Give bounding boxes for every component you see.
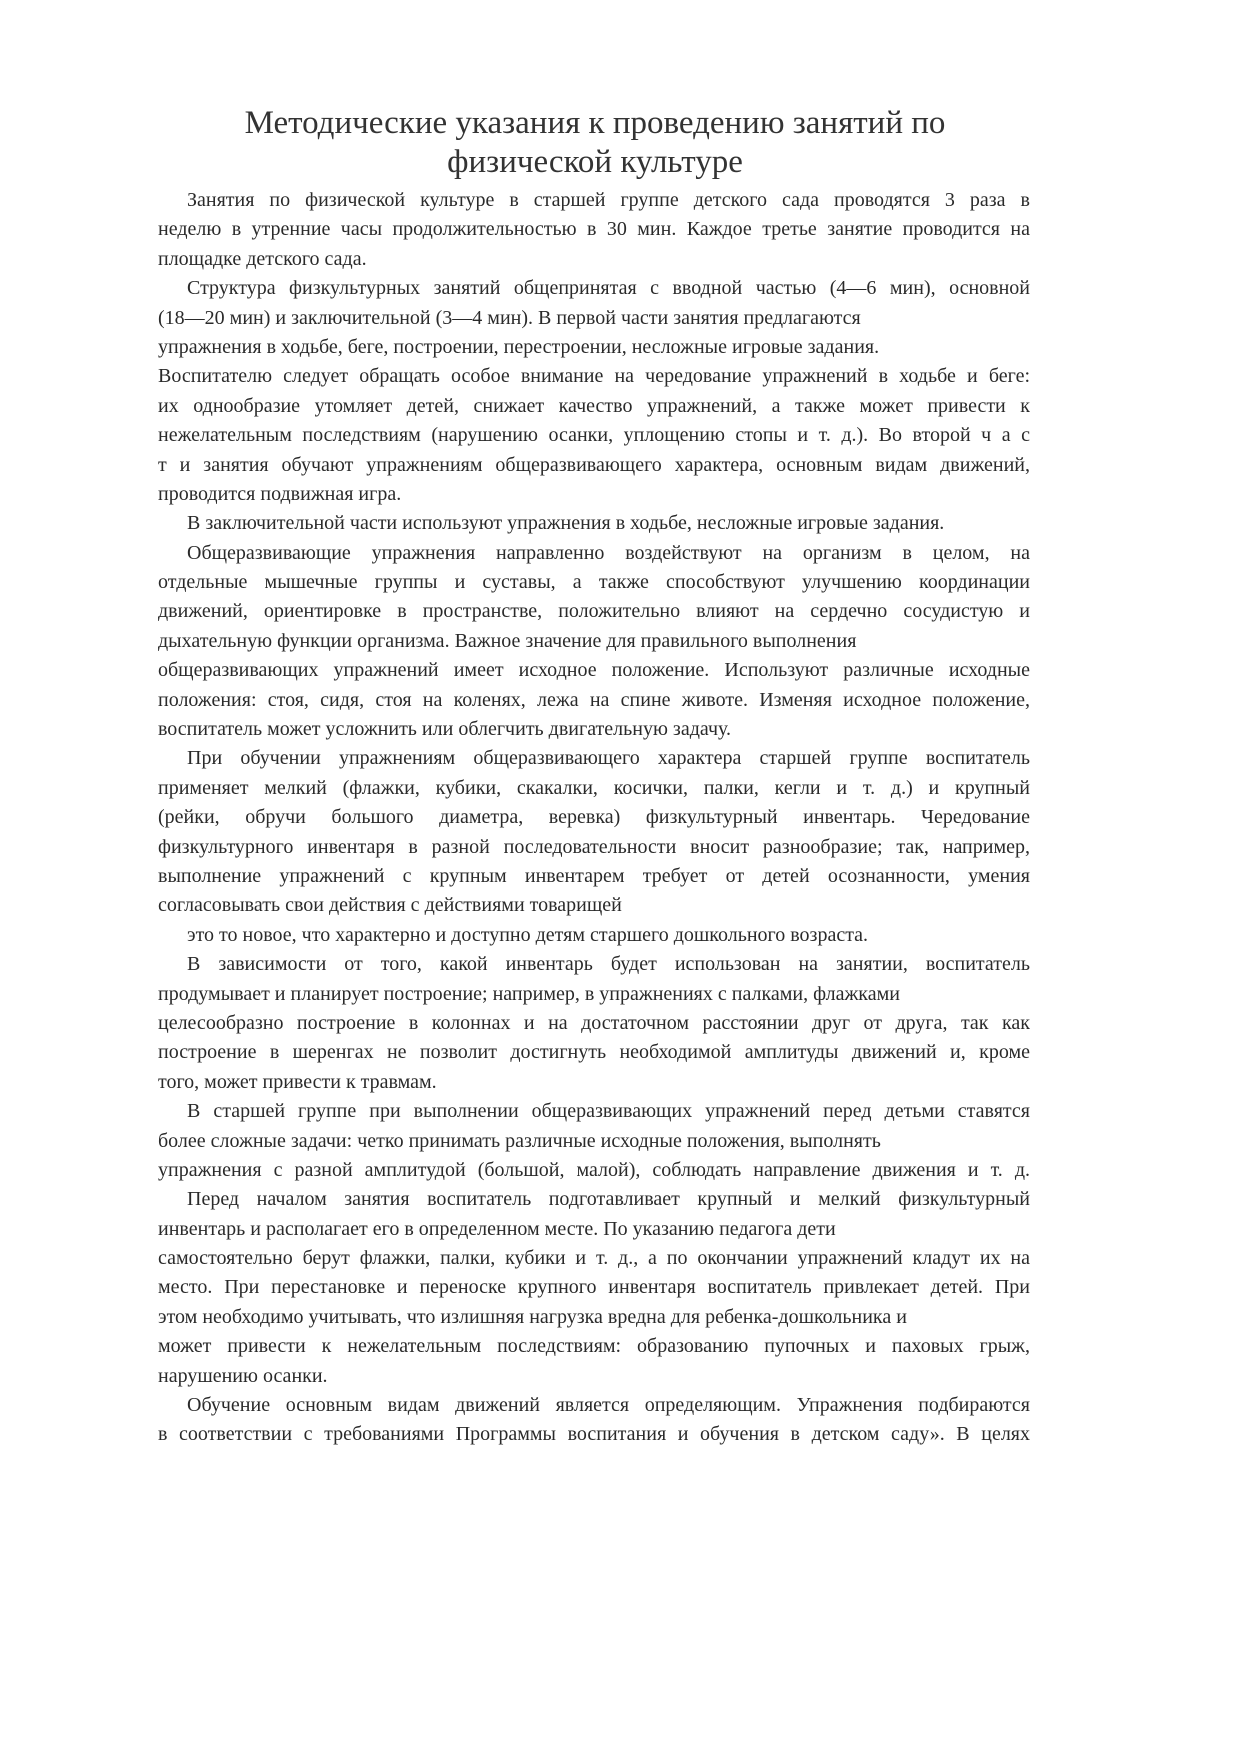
text-line: воспитатель может усложнить или облегчить двигательную задачу. bbox=[158, 718, 732, 741]
document-title bbox=[150, 104, 1040, 182]
text-line: выполнение упражнений с крупным инвентарем требует от детей осознанности, умения bbox=[158, 864, 1030, 887]
text-line: (18—20 мин) и заключительной (3—4 мин). В первой части занятия предлагаются bbox=[158, 306, 861, 329]
text-line: проводится подвижная игра. bbox=[158, 482, 402, 505]
text-line: (рейки, обручи большого диаметра, веревка) физкультурный инвентарь. Чередование bbox=[158, 806, 1030, 829]
text-line: их однообразие утомляет детей, снижает качество упражнений, а также может привести к bbox=[158, 394, 1030, 417]
text-line: нарушению осанки. bbox=[158, 1364, 328, 1387]
text-line: В зависимости от того, какой инвентарь будет использован на занятии, воспитатель bbox=[187, 953, 1030, 976]
text-line: построение в шеренгах не позволит достигнуть необходимой амплитуды движений и, кроме bbox=[158, 1041, 1030, 1064]
text-line: В заключительной части используют упражнения в ходьбе, несложные игровые задания. bbox=[187, 512, 945, 535]
text-line: упражнения с разной амплитудой (большой, малой), соблюдать направление движения и т. д. bbox=[158, 1158, 1030, 1181]
text-line: согласовывать свои действия с действиями товарищей bbox=[158, 894, 622, 917]
text-line: общеразвивающих упражнений имеет исходное положение. Используют различные исходные bbox=[158, 659, 1030, 682]
text-line: этом необходимо учитывать, что излишняя нагрузка вредна для ребенка-дошкольника и bbox=[158, 1305, 907, 1328]
title-line: физической культуре bbox=[447, 144, 743, 180]
text-line: неделю в утренние часы продолжительностью в 30 мин. Каждое третье занятие проводится на bbox=[158, 218, 1030, 241]
text-line: продумывает и планирует построение; например, в упражнениях с палками, флажками bbox=[158, 982, 900, 1005]
text-line: место. При перестановке и переноске крупного инвентаря воспитатель привлекает детей. При bbox=[158, 1276, 1030, 1299]
text-line: дыхательную функции организма. Важное значение для правильного выполнения bbox=[158, 629, 857, 652]
text-line: более сложные задачи: четко принимать различные исходные положения, выполнять bbox=[158, 1129, 881, 1152]
text-line: т и занятия обучают упражнениям общеразвивающего характера, основным видам движений, bbox=[158, 453, 1030, 476]
text-line: применяет мелкий (флажки, кубики, скакалки, косички, палки, кегли и т. д.) и крупный bbox=[158, 776, 1030, 799]
text-line: в соответствии с требованиями Программы воспитания и обучения в детском саду». В целях bbox=[158, 1423, 1030, 1446]
text-line: движений, ориентировке в пространстве, положительно влияют на сердечно сосудистую и bbox=[158, 600, 1030, 623]
text-line: может привести к нежелательным последствиям: образованию пупочных и паховых грыж, bbox=[158, 1335, 1030, 1358]
text-line: В старшей группе при выполнении общеразвивающих упражнений перед детьми ставятся bbox=[187, 1100, 1030, 1123]
text-line: отдельные мышечные группы и суставы, а также способствуют улучшению координации bbox=[158, 571, 1030, 594]
text-line: физкультурного инвентаря в разной последовательности вносит разнообразие; так, например, bbox=[158, 835, 1030, 858]
text-line: Структура физкультурных занятий общепринятая с вводной частью (4—6 мин), основной bbox=[187, 277, 1030, 300]
text-line: площадке детского сада. bbox=[158, 247, 367, 270]
text-line: упражнения в ходьбе, беге, построении, перестроении, несложные игровые задания. bbox=[158, 335, 880, 358]
text-line: При обучении упражнениям общеразвивающего характера старшей группе воспитатель bbox=[187, 747, 1030, 770]
text-line: самостоятельно берут флажки, палки, кубики и т. д., а по окончании упражнений кладут их на bbox=[158, 1247, 1030, 1270]
text-line: Занятия по физической культуре в старшей группе детского сада проводятся 3 раза в bbox=[187, 189, 1030, 211]
text-line: нежелательным последствиям (нарушению осанки, уплощению стопы и т. д.). Во второй ч а с bbox=[158, 424, 1030, 447]
title-line: Методические указания к проведению занятий по bbox=[244, 105, 946, 141]
document-body bbox=[158, 186, 1030, 1450]
text-line: того, может привести к травмам. bbox=[158, 1070, 437, 1093]
text-line: Перед началом занятия воспитатель подготавливает крупный и мелкий физкультурный bbox=[187, 1188, 1030, 1211]
text-line: Воспитателю следует обращать особое внимание на чередование упражнений в ходьбе и беге: bbox=[158, 365, 1030, 388]
text-line: Обучение основным видам движений является определяющим. Упражнения подбираются bbox=[187, 1394, 1030, 1417]
text-line: положения: стоя, сидя, стоя на коленях, лежа на спине животе. Изменяя исходное положение, bbox=[158, 688, 1030, 711]
text-line: это то новое, что характерно и доступно детям старшего дошкольного возраста. bbox=[187, 923, 869, 946]
text-line: инвентарь и располагает его в определенном месте. По указанию педагога дети bbox=[158, 1217, 836, 1240]
text-line: целесообразно построение в колоннах и на достаточном расстоянии друг от друга, так как bbox=[158, 1011, 1030, 1034]
text-line: Общеразвивающие упражнения направленно воздействуют на организм в целом, на bbox=[187, 541, 1030, 564]
